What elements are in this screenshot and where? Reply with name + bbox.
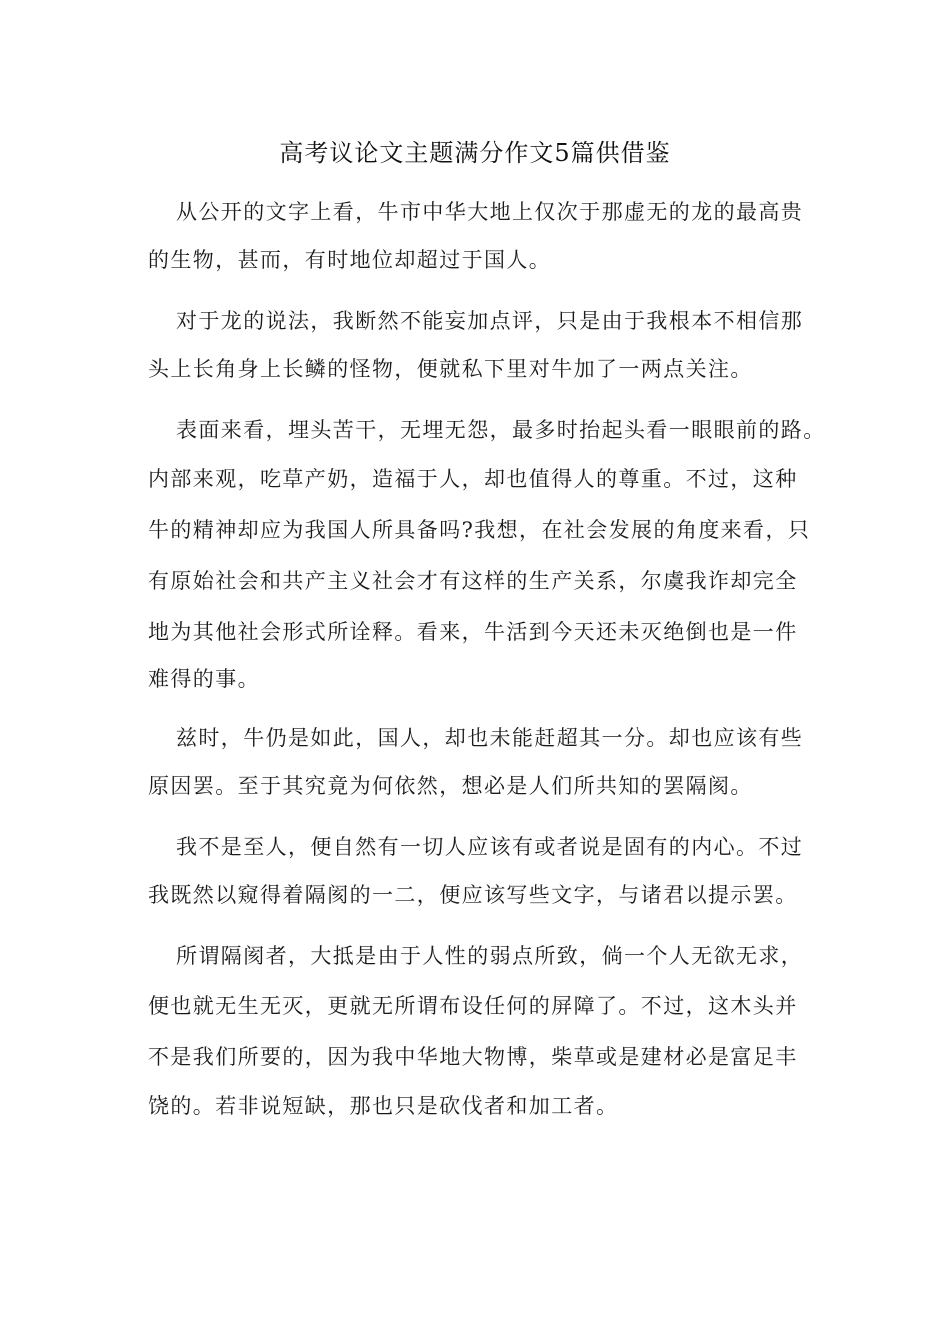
text-line: 有原始社会和共产主义社会才有这样的生产关系，尔虞我诈却完全 (148, 569, 798, 593)
text-line: 饶的。若非说短缺，那也只是砍伐者和加工者。 (148, 1094, 619, 1118)
text-line: 头上长角身上长鳞的怪物，便就私下里对牛加了一两点关注。 (148, 357, 753, 381)
text-line: 对于龙的说法，我断然不能妄加点评，只是由于我根本不相信那 (176, 309, 804, 333)
text-line: 难得的事。 (148, 667, 260, 691)
text-line: 所谓隔阂者，大抵是由于人性的弱点所致，倘一个人无欲无求， (176, 944, 804, 968)
text-line: 我既然以窥得着隔阂的一二，便应该写些文字，与诸君以提示罢。 (148, 883, 798, 907)
text-line: 牛的精神却应为我国人所具备吗?我想，在社会发展的角度来看，只 (148, 518, 811, 542)
text-line: 兹时，牛仍是如此，国人，却也未能赶超其一分。却也应该有些 (176, 726, 804, 750)
text-line: 不是我们所要的，因为我中华地大物博，柴草或是建材必是富足丰 (148, 1045, 798, 1069)
text-line: 地为其他社会形式所诠释。看来，牛活到今天还未灭绝倒也是一件 (148, 620, 798, 644)
text-line: 便也就无生无灭，更就无所谓布设任何的屏障了。不过，这木头并 (148, 994, 798, 1018)
text-line: 表面来看，埋头苦干，无埋无怨，最多时抬起头看一眼眼前的路。 (176, 418, 826, 442)
text-line: 原因罢。至于其究竟为何依然，想必是人们所共知的罢隔阂。 (148, 774, 753, 798)
text-line: 我不是至人，便自然有一切人应该有或者说是固有的内心。不过 (176, 835, 804, 859)
text-line: 内部来观，吃草产奶，造福于人，却也值得人的尊重。不过，这种 (148, 467, 798, 491)
text-line: 从公开的文字上看，牛市中华大地上仅次于那虚无的龙的最高贵 (176, 200, 804, 224)
document-title: 高考议论文主题满分作文5篇供借鉴 (279, 139, 671, 167)
text-line: 的生物，甚而，有时地位却超过于国人。 (148, 248, 552, 272)
